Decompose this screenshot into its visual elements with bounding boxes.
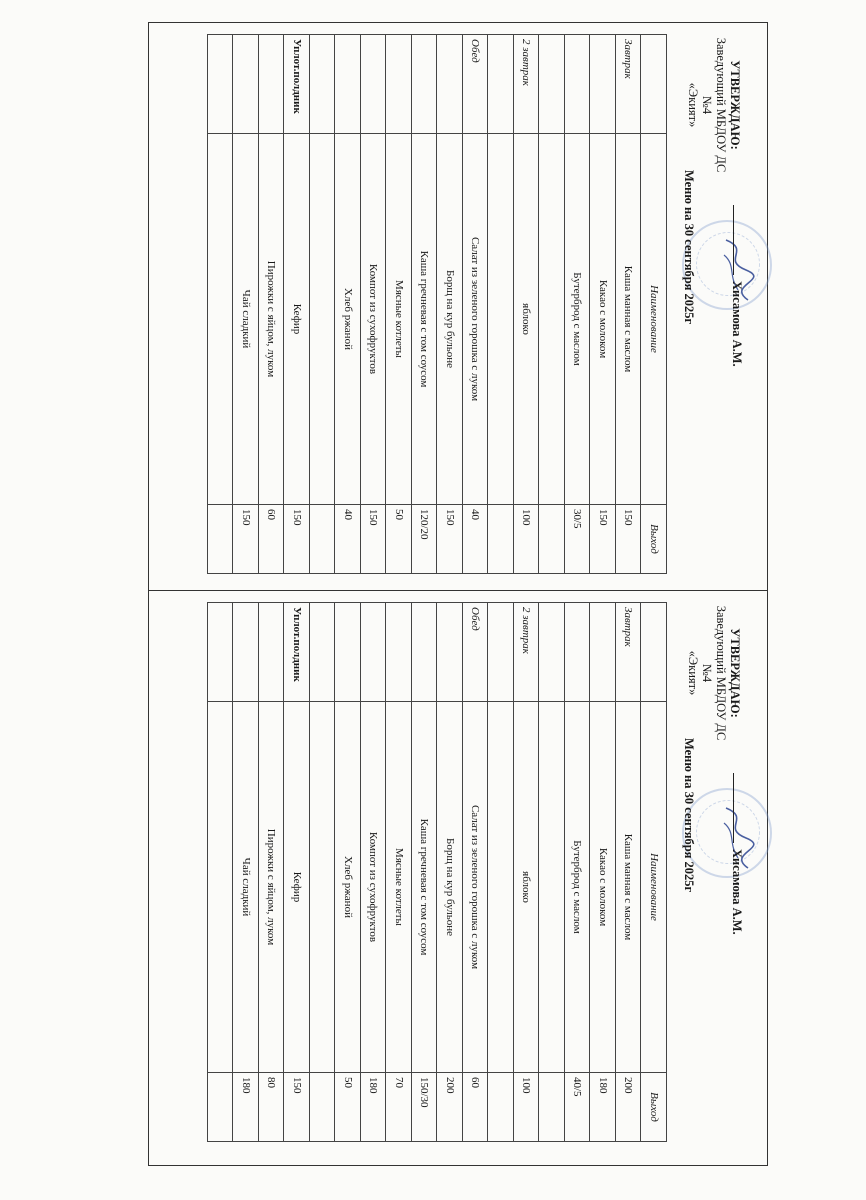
name-column-header: Наименование [641,702,667,1073]
output-cell: 150 [361,505,387,574]
table-row [590,35,616,574]
output-cell: 40 [463,505,489,574]
dish-name-cell: Бутерброд с маслом [565,134,591,505]
meal-cell [437,603,463,702]
output-cell [208,505,234,574]
table-row [616,603,642,1142]
output-cell: 120/20 [412,505,438,574]
table-row [412,35,438,574]
dish-name-cell: Салат из зеленого горошка с луком [463,702,489,1073]
signer-block [729,205,744,367]
output-cell: 180 [361,1073,387,1142]
meal-cell [539,35,565,134]
dish-name-cell: Мясные котлеты [386,134,412,505]
table-row [514,603,540,1142]
menu-panel-right [122,598,742,1158]
position-label: Заведующий МБДОУ ДС №4 [700,605,728,741]
meal-cell [361,35,387,134]
output-cell: 60 [463,1073,489,1142]
dish-name-cell: Бутерброд с маслом [565,702,591,1073]
table-row [335,603,361,1142]
dish-name-cell [488,702,514,1073]
menu-table [207,34,667,574]
output-cell: 100 [514,1073,540,1142]
output-cell: 50 [335,1073,361,1142]
table-row [259,35,285,574]
output-cell: 60 [259,505,285,574]
output-cell: 150 [284,1073,310,1142]
meal-cell [590,603,616,702]
meal-column-header [641,603,667,702]
output-cell: 200 [616,1073,642,1142]
table-row [463,603,489,1142]
table-row [590,603,616,1142]
dish-name-cell: Кефир [284,702,310,1073]
meal-cell [539,603,565,702]
meal-cell [208,35,234,134]
output-cell: 150 [284,505,310,574]
kindergarten-name: «Экият» [686,82,700,128]
dish-name-cell: Компот из сухофруктов [361,702,387,1073]
table-row [437,603,463,1142]
table-row [284,35,310,574]
signer-name: Хисамова А.М. [730,281,744,367]
menu-table [207,602,667,1142]
output-cell [208,1073,234,1142]
output-cell: 50 [386,505,412,574]
output-cell [488,505,514,574]
meal-cell: Завтрак [616,603,642,702]
dish-name-cell [310,702,336,1073]
table-row [616,35,642,574]
meal-cell [259,35,285,134]
meal-cell [310,603,336,702]
output-cell: 100 [514,505,540,574]
table-row [310,35,336,574]
meal-cell: Уплот.полдник [284,35,310,134]
table-row [310,603,336,1142]
dish-name-cell: Пирожки с яйцом, луком [259,134,285,505]
output-cell [310,1073,336,1142]
meal-cell: Обед [463,603,489,702]
menu-title: Меню на 30 сентября 2025г [682,170,696,325]
meal-cell [208,603,234,702]
signer-name: Хисамова А.М. [730,849,744,935]
table-row [463,35,489,574]
table-row [208,35,234,574]
output-cell [539,1073,565,1142]
table-header-row [641,603,667,1142]
table-row [386,603,412,1142]
output-cell: 150 [616,505,642,574]
meal-cell [565,603,591,702]
dish-name-cell: Какао с молоком [590,134,616,505]
dish-name-cell [208,702,234,1073]
dish-name-cell: Каша манная с маслом [616,702,642,1073]
meal-cell [437,35,463,134]
output-cell: 40 [335,505,361,574]
table-header-row [641,35,667,574]
output-cell: 150 [233,505,259,574]
approve-label: УТВЕРЖДАЮ: [728,628,742,718]
approve-label: УТВЕРЖДАЮ: [728,60,742,150]
signer-block [729,773,744,935]
output-cell: 30/5 [565,505,591,574]
approval-header [667,598,742,1158]
table-row [565,603,591,1142]
table-row [488,35,514,574]
dish-name-cell: Каша манная с маслом [616,134,642,505]
output-cell: 80 [259,1073,285,1142]
output-cell: 70 [386,1073,412,1142]
menu-title: Меню на 30 сентября 2025г [682,738,696,893]
dish-name-cell: яблоко [514,702,540,1073]
table-row [539,35,565,574]
output-cell [539,505,565,574]
meal-cell [310,35,336,134]
table-row [233,35,259,574]
approval-block [686,30,742,180]
meal-cell [335,603,361,702]
table-row [208,603,234,1142]
dish-name-cell: Борщ на кур бульоне [437,134,463,505]
dish-name-cell: Чай сладкий [233,134,259,505]
output-column-header: Выход [641,1073,667,1142]
dish-name-cell [539,702,565,1073]
meal-cell [361,603,387,702]
name-column-header: Наименование [641,134,667,505]
dish-name-cell: Компот из сухофруктов [361,134,387,505]
meal-cell [590,35,616,134]
output-cell [488,1073,514,1142]
meal-cell [386,603,412,702]
meal-cell: Завтрак [616,35,642,134]
dish-name-cell [539,134,565,505]
meal-cell [233,603,259,702]
output-cell: 180 [590,1073,616,1142]
dish-name-cell: Хлеб ржаной [335,702,361,1073]
meal-cell [233,35,259,134]
meal-cell: Уплот.полдник [284,603,310,702]
meal-cell [259,603,285,702]
output-cell: 200 [437,1073,463,1142]
approval-block [686,598,742,748]
signature-line [733,205,734,275]
menu-panel-left [122,30,742,590]
output-cell: 150 [590,505,616,574]
table-row [565,35,591,574]
dish-name-cell: Кефир [284,134,310,505]
dish-name-cell: Мясные котлеты [386,702,412,1073]
output-cell: 40/5 [565,1073,591,1142]
dish-name-cell: Каша гречневая с том соусом [412,702,438,1073]
table-row [284,603,310,1142]
signature-line [733,773,734,843]
dish-name-cell: яблоко [514,134,540,505]
table-row [539,603,565,1142]
meal-cell: Обед [463,35,489,134]
dish-name-cell: Каша гречневая с том соусом [412,134,438,505]
meal-cell [412,603,438,702]
dish-name-cell: Борщ на кур бульоне [437,702,463,1073]
panel-divider [148,590,768,591]
output-cell [310,505,336,574]
output-cell: 180 [233,1073,259,1142]
table-row [437,35,463,574]
table-row [514,35,540,574]
table-row [488,603,514,1142]
meal-cell: 2 завтрак [514,603,540,702]
table-row [412,603,438,1142]
table-row [259,603,285,1142]
output-cell: 150/30 [412,1073,438,1142]
table-row [361,603,387,1142]
meal-cell: 2 завтрак [514,35,540,134]
approval-header [667,30,742,590]
output-cell: 150 [437,505,463,574]
dish-name-cell [488,134,514,505]
table-row [386,35,412,574]
meal-cell [335,35,361,134]
meal-cell [488,35,514,134]
output-column-header: Выход [641,505,667,574]
dish-name-cell: Какао с молоком [590,702,616,1073]
dish-name-cell [310,134,336,505]
dish-name-cell: Салат из зеленого горошка с луком [463,134,489,505]
table-row [335,35,361,574]
dish-name-cell: Пирожки с яйцом, луком [259,702,285,1073]
position-label: Заведующий МБДОУ ДС №4 [700,37,728,173]
meal-column-header [641,35,667,134]
meal-cell [386,35,412,134]
meal-cell [412,35,438,134]
kindergarten-name: «Экият» [686,650,700,696]
table-row [233,603,259,1142]
meal-cell [488,603,514,702]
dish-name-cell [208,134,234,505]
meal-cell [565,35,591,134]
dish-name-cell: Чай сладкий [233,702,259,1073]
dish-name-cell: Хлеб ржаной [335,134,361,505]
table-row [361,35,387,574]
